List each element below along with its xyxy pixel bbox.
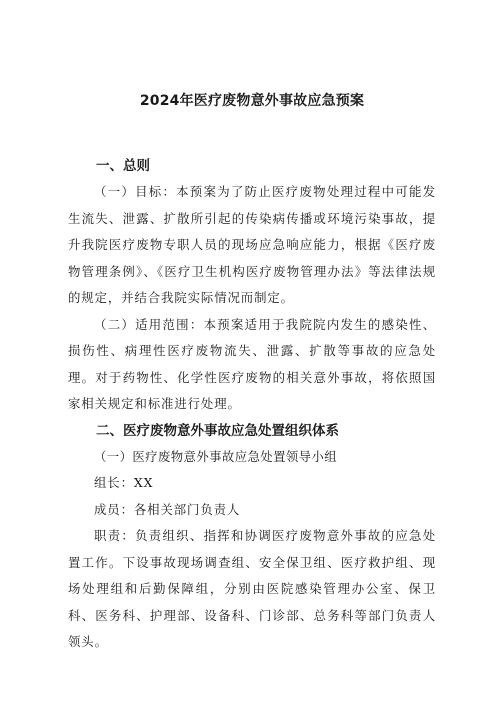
section-heading-organization: 二、医疗废物意外事故应急处置组织体系 xyxy=(96,422,339,439)
paragraph-leadership-group: （一）医疗废物意外事故应急处置领导小组 xyxy=(94,448,338,464)
paragraph-group-members: 成员：各相关部门负责人 xyxy=(94,501,241,517)
paragraph-group-leader: 组长：XX xyxy=(94,475,154,490)
paragraph-duties: 职责：负责组织、指挥和协调医疗废物意外事故的应急处置工作。下设事故现场调查组、安全保卫组、医疗救护组、现场处理组和后勤保障组，分别由医院感染管理办公室、保卫科、医务科、护理部、设备科、门诊部、总务科等部门负责人领头。 xyxy=(68,528,436,649)
paragraph-scope: （二）适用范围：本预案适用于我院院内发生的感染性、损伤性、病理性医疗废物流失、泄露、扩散等事故的应急处理。对于药物性、化学性医疗废物的相关意外事故，将依照国家相关规定和标准进行处理。 xyxy=(68,316,436,411)
paragraph-objective: （一）目标：本预案为了防止医疗废物处理过程中可能发生流失、泄露、扩散所引起的传染病传播或环境污染事故，提升我院医疗废物专职人员的现场应急响应能力，根据《医疗废物管理条例》、《医疗卫生机构医疗废物管理办法》等法律法规的规定，并结合我院实际情况而制定。 xyxy=(68,184,436,305)
section-heading-general: 一、总则 xyxy=(96,158,150,174)
document-title: 2024年医疗废物意外事故应急预案 xyxy=(139,93,365,109)
